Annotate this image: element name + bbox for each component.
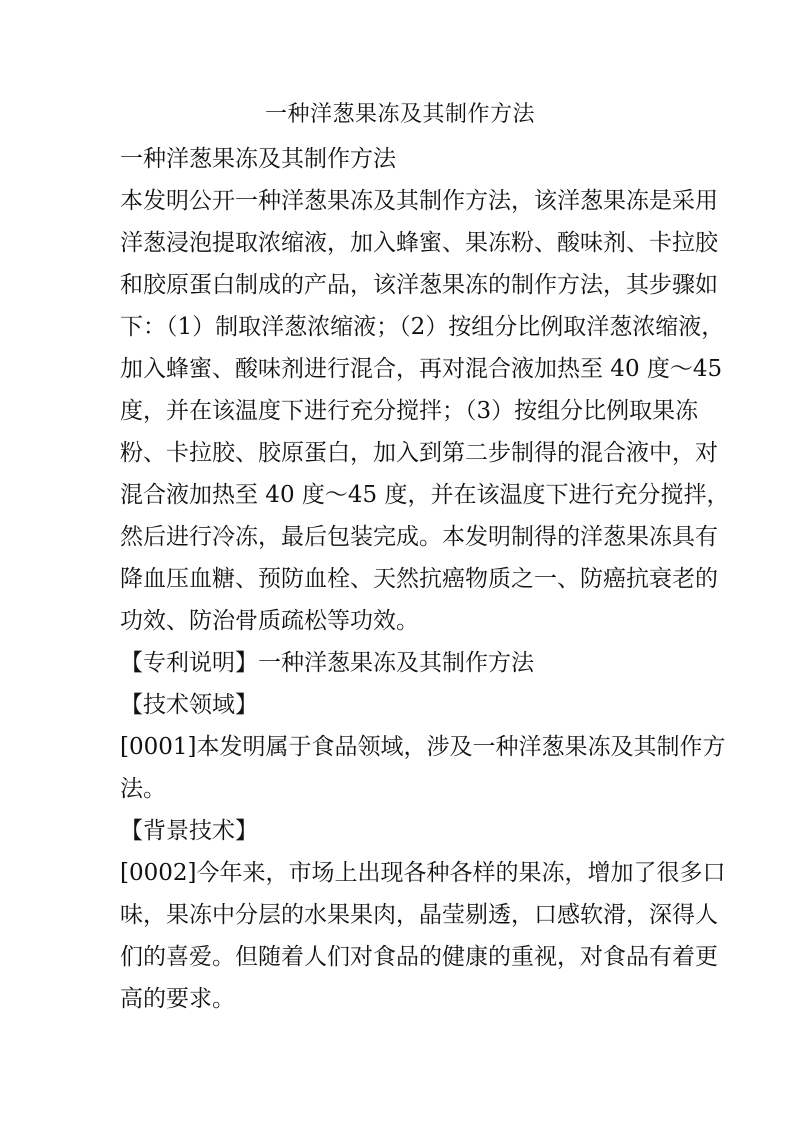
abstract-line: 洋葱浸泡提取浓缩液，加入蜂蜜、果冻粉、酸味剂、卡拉胶 <box>120 230 718 256</box>
abstract-line: 粉、卡拉胶、胶原蛋白，加入到第二步制得的混合液中，对 <box>120 440 718 466</box>
paragraph-0001 <box>120 726 726 810</box>
abstract-line: 加入蜂蜜、酸味剂进行混合，再对混合液加热至 40 度～45 <box>120 356 723 382</box>
paragraph-line: 们的喜爱。但随着人们对食品的健康的重视，对食品有着更 <box>120 944 718 970</box>
abstract-line: 降血压血糖、预防血栓、天然抗癌物质之一、防癌抗衰老的 <box>120 566 718 592</box>
document-body <box>120 138 730 1020</box>
paragraph-line: 高的要求。 <box>120 986 235 1012</box>
abstract-line: 下：（1）制取洋葱浓缩液；（2）按组分比例取洋葱浓缩液， <box>120 314 725 340</box>
document-heading: 一种洋葱果冻及其制作方法 <box>120 146 396 172</box>
patent-note-heading: 【专利说明】一种洋葱果冻及其制作方法 <box>120 650 534 676</box>
paragraph-line: 法。 <box>120 776 166 802</box>
paragraph-line: [0001]本发明属于食品领域，涉及一种洋葱果冻及其制作方 <box>120 734 726 760</box>
section-heading-tech-field: 【技术领域】 <box>120 692 258 718</box>
abstract-line: 然后进行冷冻，最后包装完成。本发明制得的洋葱果冻具有 <box>120 524 718 550</box>
abstract-line: 和胶原蛋白制成的产品，该洋葱果冻的制作方法，其步骤如 <box>120 272 718 298</box>
abstract-line: 度，并在该温度下进行充分搅拌；（3）按组分比例取果冻 <box>120 398 699 424</box>
abstract-line: 混合液加热至 40 度～45 度，并在该温度下进行充分搅拌， <box>120 482 730 508</box>
paragraph-0002 <box>120 852 726 1020</box>
abstract-paragraph <box>120 180 730 642</box>
document-title: 一种洋葱果冻及其制作方法 <box>264 102 535 127</box>
paragraph-line: [0002]今年来，市场上出现各种各样的果冻，增加了很多口 <box>120 860 726 886</box>
section-heading-background: 【背景技术】 <box>120 818 258 844</box>
abstract-line: 本发明公开一种洋葱果冻及其制作方法，该洋葱果冻是采用 <box>120 188 718 214</box>
abstract-line: 功效、防治骨质疏松等功效。 <box>120 608 419 634</box>
paragraph-line: 味，果冻中分层的水果果肉，晶莹剔透，口感软滑，深得人 <box>120 902 718 928</box>
